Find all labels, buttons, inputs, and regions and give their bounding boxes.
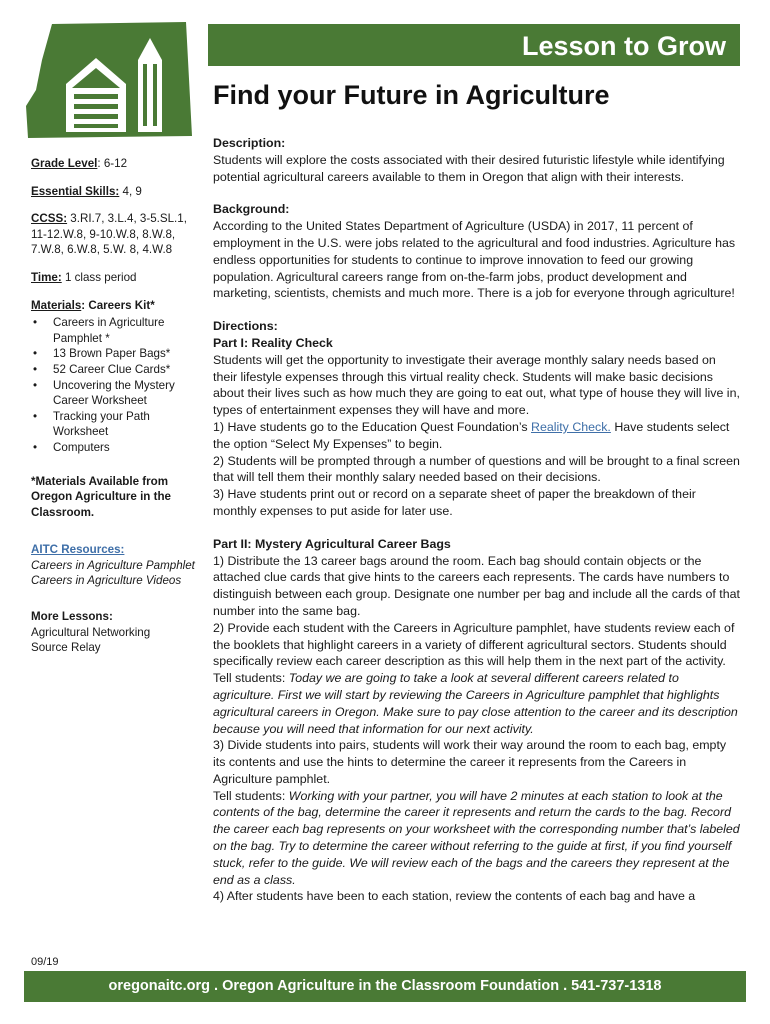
list-item: • Tracking your Path Worksheet: [31, 409, 199, 440]
reality-check-link[interactable]: Reality Check.: [531, 419, 611, 434]
background-heading: Background:: [213, 202, 290, 217]
resource-item[interactable]: Careers in Agriculture Pamphlet: [31, 558, 195, 572]
grade-level: [31, 156, 199, 172]
grade-level-label: Grade Level: [31, 157, 98, 170]
part1-heading: Part I: Reality Check: [213, 335, 333, 350]
part1-step1-text-end: Have students select the option “Select My Expenses” to begin.: [213, 419, 730, 451]
lesson-banner: Lesson to Grow: [208, 24, 740, 66]
part2-heading: Part II: Mystery Agricultural Career Bags: [213, 536, 451, 551]
sidebar: [31, 156, 199, 656]
materials-note: *Materials Available from Oregon Agriculture in the Classroom.: [31, 474, 171, 519]
part1-step3: 3) Have students print out or record on a separate sheet of paper the breakdown of their monthly expenses to put aside for later use.: [213, 487, 696, 518]
part2-step3: 3) Divide students into pairs, students will work their way around the room to each bag, empty its contents and use the hints to determine the career it represents from the Careers in Agriculture pamphlet.: [213, 738, 727, 786]
more-lesson-item: Agricultural Networking: [31, 625, 151, 639]
more-lessons-heading: More Lessons:: [31, 610, 113, 624]
grade-level-value: : 6-12: [97, 157, 128, 170]
part2-step2: 2) Provide each student with the Careers in Agriculture pamphlet, have students review each of the booklets that highlight careers in a variety of different agricultural sectors. Students should specifically review each career description as this will help them in the next part of the activity.: [213, 620, 735, 669]
part2-step4: 4) After students have been to each station, review the contents of each bag and have a: [213, 889, 696, 904]
list-item: • Computers: [31, 440, 199, 456]
materials-list: [31, 315, 199, 455]
materials-heading: [31, 298, 199, 314]
revision-date: 09/19: [31, 956, 59, 968]
tell-text: Today we are going to take a look at several different careers related to agriculture. First we will start by reviewing the Careers in Agriculture pamphlet that highlights agricultural careers in Oregon. Make sure to pay close attention to the career and its description because you will need that information for our next activity.: [213, 671, 738, 736]
materials-label: Materials: [31, 298, 82, 312]
part1-intro: Students will get the opportunity to investigate their average monthly salary needs based on their lifestyle expenses through this virtual reality check. Students will make basic decisions about their lives such as how much they are going to eat out, what type of house they will live in, types of entertainment expenses they will have and more.: [213, 352, 740, 418]
list-item: • 52 Career Clue Cards*: [31, 362, 199, 378]
part1-step2: 2) Students will be prompted through a number of questions and will be brought to a final screen that will tell them their monthly salary needed based on their decisions.: [213, 453, 740, 485]
background-text: According to the United States Department of Agriculture (USDA) in 2017, 11 percent of employment in the U.S. were jobs related to the agricultural and food industries. Agriculture has endless opportunities for students to continue to improve innovation to feed our growing population. Agricultural careers range from on-the-farm jobs, product development and marketing, scientists, chemists and much more. There is a job for everyone through agriculture!: [213, 219, 736, 301]
part1-step1: [213, 419, 741, 453]
list-item: • Uncovering the Mystery Career Worksheet: [31, 378, 199, 409]
main-content: [213, 135, 741, 905]
tell-students-2: [213, 788, 741, 889]
tell-text: Working with your partner, you will have 2 minutes at each station to look at the contents of the bag, determine the career it represents and return the cards to the bag. Record the career each bag represents on your worksheet with the corresponding number that’s labeled on the bag. Try to determine the career without referring to the guide at first, if you find yourself stuck, refer to the guide. We will review each of the bags and the careers they represent at the end as a class.: [213, 788, 740, 887]
description-text: Students will explore the costs associated with their desired futuristic lifestyle while identifying potential agricultural careers available to them in Oregon that align with their interests.: [213, 152, 725, 184]
page-title: Find your Future in Agriculture: [213, 80, 610, 110]
time: [31, 270, 199, 286]
time-label: Time:: [31, 270, 62, 284]
footer-bar: oregonaitc.org . Oregon Agriculture in the Classroom Foundation . 541-737-1318: [24, 971, 746, 1002]
description-heading: Description:: [213, 136, 286, 150]
aitc-resources-link[interactable]: AITC Resources:: [31, 543, 125, 557]
tell-students-1: [213, 670, 741, 737]
tell-label: Tell students:: [213, 671, 289, 686]
part1-step1-text: 1) Have students go to the Education Quest Foundation’s: [213, 419, 531, 434]
ccss-value: 3.RI.7, 3.L.4, 3-5.SL.1, 11-12.W.8, 9-10.W.8, 8.W.8, 7.W.8, 6.W.8, 5.W. 8, 4.W.8: [31, 212, 187, 257]
essential-skills: [31, 184, 199, 200]
more-lesson-item: Source Relay: [31, 641, 101, 655]
part2-step1: 1) Distribute the 13 career bags around the room. Each bag should contain objects or the attached clue cards that give hints to the careers each represents. The cards have numbers to distinguish between each group. Designate one number per bag and include all the cards of that number into the same bag.: [213, 553, 740, 618]
list-item: • Careers in Agriculture Pamphlet *: [31, 315, 199, 346]
time-value: 1 class period: [61, 270, 137, 284]
tell-label: Tell students:: [213, 788, 289, 803]
directions-heading: Directions:: [213, 319, 278, 334]
essential-skills-label: Essential Skills:: [31, 184, 120, 198]
list-item: • 13 Brown Paper Bags*: [31, 346, 199, 362]
ccss-label: CCSS:: [31, 212, 68, 226]
materials-suffix: : Careers Kit*: [81, 298, 155, 312]
resource-item[interactable]: Careers in Agriculture Videos: [31, 574, 182, 588]
essential-skills-value: 4, 9: [119, 184, 142, 198]
oregon-barn-pencil-logo: [22, 20, 194, 144]
ccss: [31, 211, 199, 258]
